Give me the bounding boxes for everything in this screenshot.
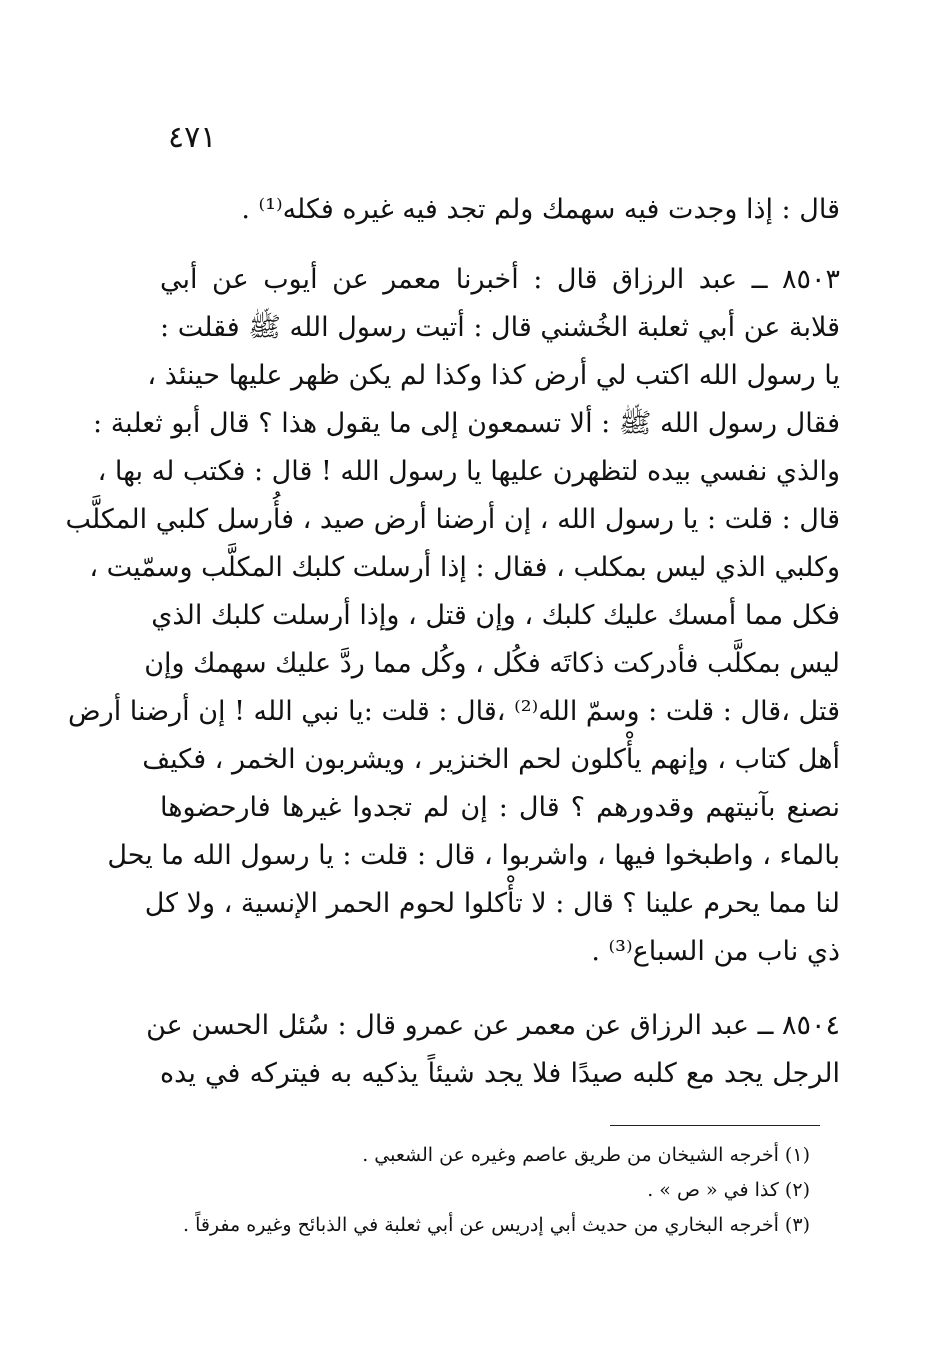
text-line: لنا مما يحرم علينا ؟ قال : لا تأْكلوا لحوم الحمر الإنسية ، ولا كل	[144, 888, 840, 919]
text-line: قتل ،قال : قلت : وسمّ الله⁽²⁾ ،قال : قلت :يا نبي الله ! إن أرضنا أرض	[68, 696, 840, 727]
footnote-separator	[610, 1125, 820, 1126]
paragraph-continuation	[160, 186, 840, 234]
paragraph-hadith-8503	[65, 256, 840, 976]
text-line: قال : إذا وجدت فيه سهمك ولم تجد فيه غيره فكله⁽¹⁾ .	[241, 194, 840, 225]
text-line: بالماء ، واطبخوا فيها ، واشربوا ، قال : قلت : يا رسول الله ما يحل	[107, 840, 840, 871]
text-line: والذي نفسي بيده لتظهرن عليها يا رسول الله ! قال : فكتب له بها ،	[97, 456, 840, 487]
text-line: يا رسول الله اكتب لي أرض كذا وكذا لم يكن ظهر عليها حينئذ ،	[147, 360, 840, 391]
footnote-2: (٢) كذا في « ص » .	[647, 1179, 810, 1201]
footnotes	[170, 1138, 810, 1243]
paragraph-hadith-8504	[146, 1002, 840, 1098]
text-line: قال : قلت : يا رسول الله ، إن أرضنا أرض صيد ، فأُرسل كلبي المكلَّب	[65, 504, 840, 535]
text-line: وكلبي الذي ليس بمكلب ، فقال : إذا أرسلت كلبك المكلَّب وسمّيت ،	[89, 552, 840, 583]
text-line: قلابة عن أبي ثعلبة الخُشني قال : أتيت رسول الله ﷺ فقلت :	[160, 312, 840, 343]
text-line: الرجل يجد مع كلبه صيدًا فلا يجد شيئاً يذكيه به فيتركه في يده	[160, 1058, 840, 1089]
footnote-3: (٣) أخرجه البخاري من حديث أبي إدريس عن أبي ثعلبة في الذبائح وغيره مفرقاً .	[182, 1214, 810, 1236]
footnote-1: (١) أخرجه الشيخان من طريق عاصم وغيره عن الشعبي .	[362, 1144, 810, 1166]
text-line: فقال رسول الله ﷺ : ألا تسمعون إلى ما يقول هذا ؟ قال أبو ثعلبة :	[93, 408, 840, 439]
text-line: ٨٥٠٣ ــ عبد الرزاق قال : أخبرنا معمر عن أيوب عن أبي	[160, 264, 840, 295]
page-number: ٤٧١	[168, 120, 217, 155]
text-line: أهل كتاب ، وإنهم يأْكلون لحم الخنزير ، ويشربون الخمر ، فكيف	[142, 744, 840, 775]
text-line: فكل مما أمسك عليك كلبك ، وإن قتل ، وإذا أرسلت كلبك الذي	[151, 600, 840, 631]
text-line: نصنع بآنيتهم وقدورهم ؟ قال : إن لم تجدوا غيرها فارحضوها	[160, 792, 840, 823]
text-line: ذي ناب من السباع⁽³⁾ .	[591, 936, 840, 967]
text-line: ٨٥٠٤ ــ عبد الرزاق عن معمر عن عمرو قال : سُئل الحسن عن	[146, 1010, 840, 1041]
text-line: ليس بمكلَّب فأدركت ذكاتَه فكُل ، وكُل مما ردَّ عليك سهمك وإن	[144, 648, 840, 679]
